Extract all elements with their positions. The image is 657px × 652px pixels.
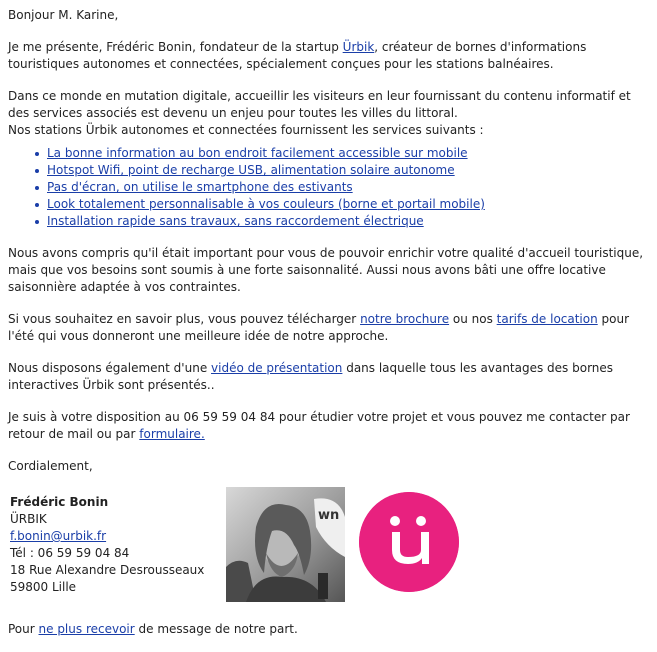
unsubscribe-link[interactable]: ne plus recevoir <box>38 622 135 636</box>
bullet-icon <box>35 186 39 190</box>
feature-link-custom-look[interactable]: Look totalement personnalisable à vos couleurs (borne et portail mobile) <box>47 197 485 211</box>
svg-text:wn: wn <box>318 508 340 523</box>
intro-text-after: , créateur de bornes d'informations touristiques autonomes et connectées, spécialement conçues pour les stations balnéaires. <box>8 40 587 71</box>
list-item <box>47 145 653 162</box>
intro-paragraph <box>8 39 653 73</box>
video-text-before: Nous disposons également d'une <box>8 361 212 375</box>
bullet-icon <box>35 203 39 207</box>
unsubscribe-paragraph <box>8 621 653 638</box>
services-intro: Nos stations Ürbik autonomes et connectées fournissent les services suivants : <box>8 123 484 137</box>
bullet-icon <box>35 169 39 173</box>
signature-city: 59800 Lille <box>10 580 77 594</box>
contact-text: Je suis à votre disposition au 06 59 59 04 84 pour étudier votre projet et vous pouvez me contacter par retour de mail ou par <box>8 410 630 441</box>
list-item <box>47 179 653 196</box>
video-text-after: dans laquelle tous les avantages des bornes interactives Ürbik sont présentés.. <box>8 361 614 392</box>
urbik-link[interactable]: Ürbik <box>342 40 375 54</box>
signature-company: ÜRBIK <box>10 512 47 526</box>
list-item <box>47 162 653 179</box>
list-item <box>47 213 653 230</box>
signature-street: 18 Rue Alexandre Desrousseaux <box>10 563 205 577</box>
feature-link-mobile-info[interactable]: La bonne information au bon endroit facilement accessible sur mobile <box>47 146 468 160</box>
urbik-logo-icon <box>359 492 459 592</box>
founder-photo <box>226 487 345 602</box>
video-link[interactable]: vidéo de présentation <box>211 361 343 375</box>
contact-paragraph <box>8 409 653 443</box>
download-paragraph <box>8 311 653 345</box>
feature-link-no-screen[interactable]: Pas d'écran, on utilise le smartphone des estivants <box>47 180 353 194</box>
founder-portrait-icon <box>226 487 345 602</box>
urbik-logo <box>359 492 459 592</box>
unsubscribe-text-after: de message de notre part. <box>134 622 298 636</box>
digital-paragraph: Dans ce monde en mutation digitale, accueillir les visiteurs en leur fournissant du contenu informatif et des services associés est devenu un enjeu pour toutes les villes du littoral. <box>8 89 631 120</box>
bullet-icon <box>35 152 39 156</box>
intro-text-before: Je me présente, Frédéric Bonin, fondateur de la startup <box>8 40 343 54</box>
closing: Cordialement, <box>8 459 93 473</box>
feature-link-installation[interactable]: Installation rapide sans travaux, sans raccordement électrique <box>47 214 424 228</box>
greeting: Bonjour M. Karine, <box>8 8 119 22</box>
brochure-link[interactable]: notre brochure <box>360 312 450 326</box>
signature-text <box>10 494 204 596</box>
list-item <box>47 196 653 213</box>
form-link[interactable]: formulaire. <box>139 427 205 441</box>
signature-phone: Tél : 06 59 59 04 84 <box>10 546 130 560</box>
bullet-icon <box>35 220 39 224</box>
download-text-after: pour l'été qui vous donneront une meilleure idée de notre approche. <box>8 312 630 343</box>
seasonal-paragraph: Nous avons compris qu'il était important pour vous de pouvoir enrichir votre qualité d'accueil touristique, mais que vos besoins sont soumis à une forte saisonnalité. Aussi nous avons bâti une offre locative saisonnière adaptée à vos contraintes. <box>8 246 644 294</box>
features-list <box>8 145 653 230</box>
download-text-before: Si vous souhaitez en savoir plus, vous pouvez télécharger <box>8 312 361 326</box>
video-paragraph <box>8 360 653 394</box>
feature-link-hotspot[interactable]: Hotspot Wifi, point de recharge USB, alimentation solaire autonome <box>47 163 455 177</box>
unsubscribe-text-before: Pour <box>8 622 39 636</box>
signature-block <box>8 487 653 612</box>
pricing-link[interactable]: tarifs de location <box>496 312 598 326</box>
signature-email-link[interactable]: f.bonin@urbik.fr <box>10 529 107 543</box>
signature-name: Frédéric Bonin <box>10 495 109 509</box>
download-text-middle: ou nos <box>449 312 497 326</box>
